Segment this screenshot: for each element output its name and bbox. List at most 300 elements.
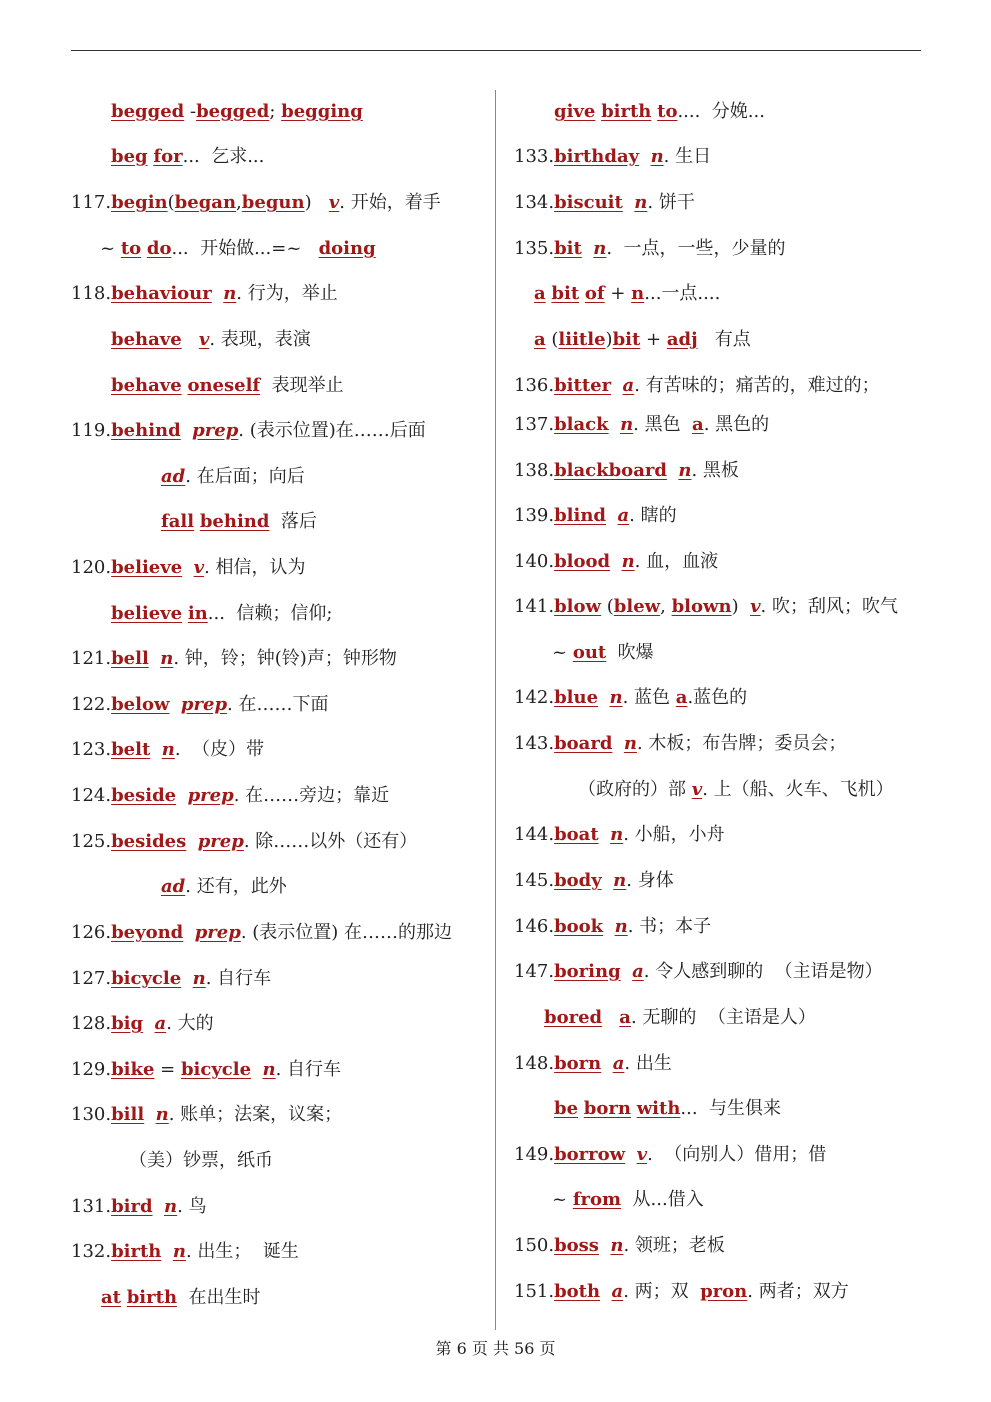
definition-text — [602, 1007, 619, 1028]
keyword: bell — [111, 648, 149, 669]
keyword: beg — [111, 146, 148, 167]
right-entry-line — [514, 686, 747, 710]
part-of-speech: a — [617, 505, 630, 526]
definition-text: 120. — [71, 557, 112, 578]
definition-text: . 鸟 — [177, 1196, 207, 1217]
left-entry-line — [71, 1195, 207, 1219]
part-of-speech: n — [161, 739, 175, 760]
right-entry-line — [514, 960, 883, 984]
keyword: in — [187, 603, 208, 624]
definition-text: 127. — [71, 968, 112, 989]
part-of-speech: a — [154, 1013, 167, 1034]
definition-text — [212, 283, 223, 304]
part-of-speech: n — [614, 916, 628, 937]
definition-text — [606, 505, 617, 526]
keyword: believe — [111, 557, 183, 578]
definition-text: . 自行车 — [275, 1059, 342, 1080]
definition-text — [610, 551, 621, 572]
keyword: boss — [554, 1235, 599, 1256]
definition-text: 117. — [71, 192, 112, 213]
left-entry-line — [71, 419, 426, 443]
part-of-speech: n — [223, 283, 237, 304]
keyword: a — [534, 329, 546, 350]
left-entry-line — [111, 602, 332, 626]
keyword: begin — [111, 192, 168, 213]
left-entry-line — [101, 1286, 260, 1310]
definition-text: . 在后面；向后 — [185, 466, 305, 487]
right-entry-line — [514, 1280, 849, 1304]
keyword: black — [554, 414, 609, 435]
keyword: do — [146, 238, 172, 259]
keyword: blackboard — [554, 460, 667, 481]
definition-text: 123. — [71, 739, 112, 760]
keyword: begging — [281, 101, 363, 122]
keyword: of — [584, 283, 605, 304]
definition-text: . 木板；布告牌；委员会； — [636, 733, 847, 754]
definition-text: . 行为，举止 — [236, 283, 338, 304]
part-of-speech: ad — [161, 466, 186, 487]
definition-text: ~ — [100, 238, 121, 259]
keyword: bit — [551, 283, 580, 304]
definition-text: 落后 — [269, 511, 317, 532]
definition-text: 126. — [71, 922, 112, 943]
definition-text: , — [660, 596, 672, 617]
definition-text: - — [184, 101, 197, 122]
definition-text — [611, 375, 622, 396]
keyword: book — [554, 916, 604, 937]
definition-text — [181, 420, 192, 441]
definition-text: ... 开始做...=~ — [171, 238, 319, 259]
keyword: bird — [111, 1196, 153, 1217]
right-entry-line — [514, 191, 695, 215]
definition-text: 140. — [514, 551, 555, 572]
definition-text: . 一点，一些，少量的 — [606, 238, 786, 259]
part-of-speech: a — [612, 1053, 625, 1074]
part-of-speech: v — [691, 779, 703, 800]
keyword: oneself — [187, 375, 261, 396]
keyword: liitle — [558, 329, 606, 350]
definition-text — [601, 1053, 612, 1074]
definition-text: 139. — [514, 505, 555, 526]
definition-text: = — [154, 1059, 181, 1080]
definition-text — [612, 733, 623, 754]
keyword: behaviour — [111, 283, 212, 304]
definition-text — [603, 916, 614, 937]
keyword: born — [554, 1053, 602, 1074]
definition-text: 121. — [71, 648, 112, 669]
definition-text: . 瞎的 — [629, 505, 677, 526]
definition-text: . 两者；双方 — [747, 1281, 849, 1302]
keyword: birth — [601, 101, 652, 122]
keyword: began — [174, 192, 237, 213]
definition-text — [599, 824, 610, 845]
keyword: bit — [612, 329, 641, 350]
keyword: bicycle — [180, 1059, 252, 1080]
right-entry-line — [514, 145, 711, 169]
keyword: to — [657, 101, 678, 122]
left-entry-line — [111, 374, 344, 398]
keyword: behind — [111, 420, 181, 441]
keyword: out — [572, 642, 607, 663]
definition-text: ... 信赖；信仰; — [207, 603, 333, 624]
keyword: boat — [554, 824, 599, 845]
left-entry-line — [71, 921, 452, 945]
definition-text: ) — [731, 596, 751, 617]
definition-text: 表现举止 — [260, 375, 344, 396]
keyword: bike — [111, 1059, 155, 1080]
part-of-speech: n — [650, 146, 664, 167]
definition-text: 有点 — [697, 329, 751, 350]
left-entry-line — [71, 556, 306, 580]
keyword: blew — [613, 596, 661, 617]
right-entry-line — [534, 282, 720, 306]
part-of-speech: a — [611, 1281, 624, 1302]
keyword: behave — [111, 375, 182, 396]
part-of-speech: n — [609, 687, 623, 708]
definition-text: ~ — [552, 1189, 573, 1210]
definition-text: （政府的）部 — [578, 779, 692, 800]
definition-text — [599, 1235, 610, 1256]
keyword: birth — [126, 1287, 178, 1308]
part-of-speech: n — [160, 648, 174, 669]
definition-text: 137. — [514, 414, 555, 435]
right-entry-line — [578, 778, 894, 802]
part-of-speech: v — [636, 1144, 648, 1165]
definition-text: . 黑板 — [691, 460, 739, 481]
part-of-speech: n — [613, 870, 627, 891]
definition-text: 146. — [514, 916, 555, 937]
definition-text — [639, 146, 650, 167]
definition-text: 149. — [514, 1144, 555, 1165]
definition-text: . 蓝色 — [622, 687, 676, 708]
keyword: borrow — [554, 1144, 626, 1165]
keyword: bicycle — [111, 968, 182, 989]
right-entry-line — [514, 374, 880, 398]
keyword: at — [101, 1287, 121, 1308]
definition-text: ) — [304, 192, 329, 213]
definition-text: . 两；双 — [623, 1281, 701, 1302]
definition-text: + — [604, 283, 632, 304]
definition-text: 128. — [71, 1013, 112, 1034]
definition-text: ( — [167, 192, 175, 213]
definition-text — [183, 922, 194, 943]
left-entry-line — [111, 145, 264, 169]
definition-text — [144, 1104, 155, 1125]
definition-text: 138. — [514, 460, 555, 481]
left-entry-line — [100, 237, 376, 261]
keyword: body — [554, 870, 602, 891]
part-of-speech: a — [622, 375, 635, 396]
definition-text: . 自行车 — [205, 968, 272, 989]
definition-text — [153, 1196, 164, 1217]
definition-text: . 在……下面 — [227, 694, 329, 715]
left-entry-line — [71, 1240, 299, 1264]
right-entry-line — [552, 1188, 704, 1212]
definition-text: , — [236, 192, 242, 213]
definition-text: . 出生 — [624, 1053, 672, 1074]
definition-text — [169, 694, 180, 715]
definition-text — [609, 414, 620, 435]
definition-text: . 令人感到聊的 （主语是物） — [643, 961, 883, 982]
part-of-speech: n — [164, 1196, 178, 1217]
part-of-speech: prep — [180, 694, 228, 715]
left-entry-line — [161, 510, 317, 534]
definition-text: . 血，血液 — [634, 551, 719, 572]
definition-text: 125. — [71, 831, 112, 852]
part-of-speech: n — [610, 1235, 624, 1256]
right-entry-line — [514, 504, 677, 528]
definition-text: . 开始，着手 — [339, 192, 441, 213]
keyword: begun — [241, 192, 305, 213]
definition-text: .... 分娩... — [677, 101, 765, 122]
right-entry-line — [554, 100, 765, 124]
right-entry-line — [514, 1234, 725, 1258]
definition-text: .蓝色的 — [687, 687, 748, 708]
left-entry-line — [111, 328, 311, 352]
definition-text — [625, 1144, 636, 1165]
definition-text — [176, 785, 187, 806]
keyword: doing — [318, 238, 376, 259]
keyword: a — [692, 414, 704, 435]
definition-text: . 黑色 — [633, 414, 693, 435]
definition-text: . 无聊的 （主语是人） — [630, 1007, 816, 1028]
definition-text: ) — [605, 329, 613, 350]
left-entry-line — [71, 784, 389, 808]
definition-text: . 上（船、火车、飞机） — [702, 779, 894, 800]
definition-text — [182, 557, 193, 578]
part-of-speech: n — [678, 460, 692, 481]
right-entry-line — [514, 237, 786, 261]
definition-text: 136. — [514, 375, 555, 396]
keyword: big — [111, 1013, 144, 1034]
definition-text: 145. — [514, 870, 555, 891]
keyword: fall — [161, 511, 195, 532]
definition-text — [181, 968, 192, 989]
definition-text: . 除……以外（还有） — [243, 831, 418, 852]
definition-text — [582, 238, 593, 259]
part-of-speech: n — [593, 238, 607, 259]
definition-text — [150, 739, 161, 760]
definition-text: . (表示位置) 在……的那边 — [240, 922, 453, 943]
left-entry-line — [129, 1149, 273, 1173]
keyword: both — [554, 1281, 601, 1302]
definition-text: 131. — [71, 1196, 112, 1217]
right-entry-line — [514, 1143, 826, 1167]
left-entry-line — [111, 100, 363, 124]
definition-text: . （皮）带 — [174, 739, 264, 760]
keyword: blow — [554, 596, 602, 617]
right-entry-line — [554, 1097, 781, 1121]
part-of-speech: prep — [187, 785, 234, 806]
definition-text: . 吹；刮风；吹气 — [760, 596, 898, 617]
keyword: n — [631, 283, 645, 304]
part-of-speech: ad — [161, 876, 186, 897]
right-entry-line — [514, 732, 846, 756]
keyword: begged — [111, 101, 185, 122]
left-entry-line — [71, 693, 328, 717]
part-of-speech: v — [328, 192, 340, 213]
left-entry-line — [71, 967, 271, 991]
definition-text: . 饼干 — [647, 192, 695, 213]
part-of-speech: n — [634, 192, 648, 213]
definition-text — [600, 1281, 611, 1302]
definition-text: ~ — [552, 642, 573, 663]
definition-text: 122. — [71, 694, 112, 715]
keyword: born — [583, 1098, 631, 1119]
right-entry-line — [544, 1006, 816, 1030]
part-of-speech: a — [632, 961, 644, 982]
definition-text: 148. — [514, 1053, 555, 1074]
part-of-speech: n — [610, 824, 624, 845]
definition-text: 130. — [71, 1104, 112, 1125]
definition-text: . 领班；老板 — [623, 1235, 725, 1256]
definition-text — [251, 1059, 262, 1080]
keyword: birthday — [554, 146, 640, 167]
part-of-speech: v — [198, 329, 210, 350]
definition-text: . (表示位置)在……后面 — [238, 420, 426, 441]
keyword: board — [554, 733, 613, 754]
definition-text: . 小船，小舟 — [623, 824, 725, 845]
definition-text: 135. — [514, 238, 555, 259]
definition-text: 147. — [514, 961, 555, 982]
definition-text: 119. — [71, 420, 112, 441]
keyword: besides — [111, 831, 187, 852]
part-of-speech: n — [155, 1104, 169, 1125]
definition-text: . 还有，此外 — [185, 876, 287, 897]
definition-text: ; — [269, 101, 282, 122]
keyword: below — [111, 694, 170, 715]
definition-text: . 大的 — [166, 1013, 214, 1034]
keyword: a — [675, 687, 688, 708]
right-entry-line — [514, 595, 898, 619]
keyword: be — [554, 1098, 579, 1119]
keyword: adj — [666, 329, 698, 350]
keyword: bored — [544, 1007, 603, 1028]
part-of-speech: n — [172, 1241, 186, 1262]
definition-text: . 有苦味的；痛苦的，难过的； — [634, 375, 880, 396]
keyword: behind — [199, 511, 270, 532]
definition-text: （美）钞票，纸币 — [129, 1150, 273, 1171]
keyword: give — [554, 101, 596, 122]
definition-text: ( — [545, 329, 559, 350]
keyword: birth — [111, 1241, 162, 1262]
part-of-speech: prep — [192, 420, 239, 441]
keyword: behave — [111, 329, 182, 350]
keyword: pron — [700, 1281, 748, 1302]
definition-text: 144. — [514, 824, 555, 845]
definition-text: . 账单；法案，议案； — [168, 1104, 343, 1125]
definition-text: 在出生时 — [177, 1287, 261, 1308]
definition-text — [143, 1013, 154, 1034]
definition-text — [621, 961, 632, 982]
definition-text: 从...借入 — [621, 1189, 704, 1210]
definition-text — [186, 831, 197, 852]
top-rule — [71, 50, 921, 51]
left-entry-line — [71, 191, 441, 215]
definition-text — [161, 1241, 172, 1262]
part-of-speech: v — [193, 557, 205, 578]
definition-text: 129. — [71, 1059, 112, 1080]
definition-text: . （向别人）借用；借 — [647, 1144, 827, 1165]
definition-text: 118. — [71, 283, 112, 304]
keyword: bit — [554, 238, 582, 259]
right-entry-line — [514, 1052, 672, 1076]
keyword: bill — [111, 1104, 145, 1125]
right-entry-line — [514, 823, 725, 847]
definition-text — [149, 648, 160, 669]
part-of-speech: n — [620, 414, 634, 435]
keyword: for — [153, 146, 183, 167]
definition-text: . 表现，表演 — [209, 329, 311, 350]
part-of-speech: prep — [194, 922, 241, 943]
definition-text: 143. — [514, 733, 555, 754]
column-divider — [495, 90, 496, 1330]
part-of-speech: n — [623, 733, 637, 754]
keyword: blue — [554, 687, 599, 708]
definition-text — [602, 870, 613, 891]
keyword: bitter — [554, 375, 612, 396]
right-entry-line — [514, 869, 674, 893]
keyword: blown — [671, 596, 732, 617]
definition-text: + — [640, 329, 667, 350]
definition-text: 150. — [514, 1235, 555, 1256]
definition-text — [623, 192, 634, 213]
definition-text: 133. — [514, 146, 555, 167]
part-of-speech: prep — [197, 831, 244, 852]
definition-text: . 出生； 诞生 — [185, 1241, 299, 1262]
keyword: begged — [196, 101, 270, 122]
right-entry-line — [514, 459, 739, 483]
keyword: a — [619, 1007, 631, 1028]
right-entry-line — [534, 328, 751, 352]
left-entry-line — [71, 647, 397, 671]
definition-text: 吹爆 — [606, 642, 654, 663]
keyword: blind — [554, 505, 607, 526]
definition-text: . 相信，认为 — [204, 557, 306, 578]
left-entry-line — [161, 465, 305, 489]
left-entry-line — [71, 1103, 342, 1127]
part-of-speech: n — [262, 1059, 276, 1080]
keyword: to — [120, 238, 142, 259]
right-entry-line — [514, 915, 711, 939]
definition-text — [598, 687, 609, 708]
definition-text: 142. — [514, 687, 555, 708]
left-entry-line — [71, 1058, 341, 1082]
definition-text: . 钟，铃；钟(铃)声；钟形物 — [173, 648, 397, 669]
definition-text: ... 与生俱来 — [680, 1098, 782, 1119]
right-entry-line — [514, 550, 718, 574]
definition-text: ( — [601, 596, 614, 617]
keyword: boring — [554, 961, 621, 982]
left-entry-line — [71, 282, 338, 306]
keyword: from — [572, 1189, 622, 1210]
left-entry-line — [71, 1012, 214, 1036]
keyword: beyond — [111, 922, 184, 943]
part-of-speech: v — [750, 596, 761, 617]
keyword: a — [534, 283, 546, 304]
definition-text: . 在……旁边；靠近 — [233, 785, 390, 806]
definition-text: ...一点.... — [644, 283, 721, 304]
definition-text: 141. — [514, 596, 555, 617]
right-entry-line — [552, 641, 654, 665]
definition-text: . 生日 — [663, 146, 712, 167]
definition-text: 151. — [514, 1281, 555, 1302]
keyword: beside — [111, 785, 177, 806]
keyword: with — [636, 1098, 681, 1119]
keyword: blood — [554, 551, 611, 572]
right-entry-line — [514, 413, 769, 437]
keyword: biscuit — [554, 192, 623, 213]
